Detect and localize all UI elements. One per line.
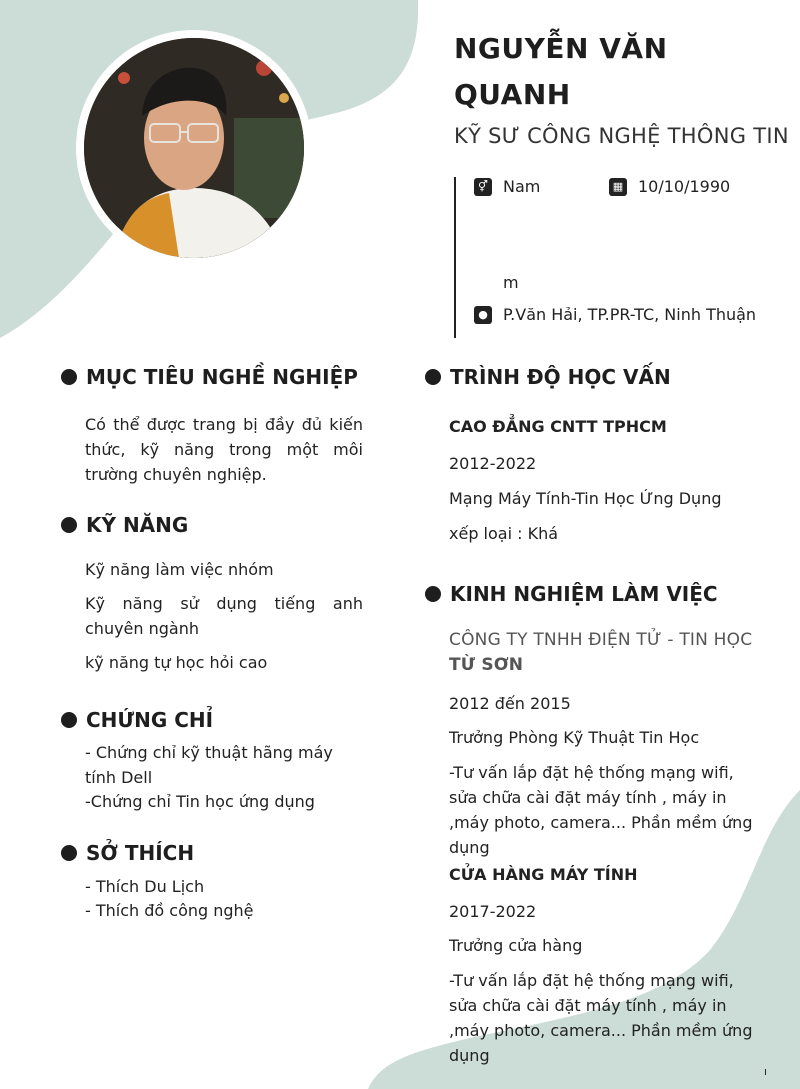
location-pin-icon: ● (474, 306, 492, 324)
career-goal-text: Có thể được trang bị đầy đủ kiến thức, kỹ năng trong một môi trường chuyên nghiệp. (85, 415, 363, 484)
job-role: Trưởng cửa hàng (449, 936, 583, 955)
education-years: 2012-2022 (449, 454, 537, 473)
certificate-item: -Chứng chỉ Tin học ứng dụng (85, 792, 315, 811)
career-goal-heading: MỤC TIÊU NGHỀ NGHIỆP (61, 365, 358, 389)
hobbies-heading: SỞ THÍCH (61, 841, 194, 865)
education-grade: xếp loại : Khá (449, 524, 559, 543)
job-period: 2017-2022 (449, 902, 537, 921)
bullet-dot-icon (425, 586, 441, 602)
job-company: TỪ SƠN (449, 655, 524, 675)
bullet-dot-icon (61, 369, 77, 385)
avatar-frame (76, 30, 312, 266)
calendar-icon: ▦ (609, 178, 627, 196)
job-description: -Tư vấn lắp đặt hệ thống mạng wifi, sửa chữa cài đặt máy tính , máy in ,máy photo, camera... Phần mềm ứng dụng (449, 971, 753, 1065)
avatar (84, 38, 304, 258)
bullet-dot-icon (61, 845, 77, 861)
bullet-dot-icon (425, 369, 441, 385)
certificate-item: - Chứng chỉ kỹ thuật hãng máy tính Dell (85, 743, 333, 787)
footer-mark: ı (764, 1065, 768, 1078)
job-title: KỸ SƯ CÔNG NGHỆ THÔNG TIN (454, 124, 789, 148)
gender-icon: ⚥ (474, 178, 492, 196)
address-info (474, 305, 756, 324)
birthdate-info (609, 177, 730, 196)
bullet-dot-icon (61, 517, 77, 533)
school-name: CAO ĐẲNG CNTT TPHCM (449, 417, 667, 436)
skill-item: Kỹ năng làm việc nhóm (85, 560, 274, 579)
gender-info (474, 177, 540, 196)
job-period: 2012 đến 2015 (449, 694, 571, 713)
job-company: CÔNG TY TNHH ĐIỆN TỬ - TIN HỌC (449, 630, 753, 650)
hobby-item: - Thích Du Lịch (85, 877, 205, 896)
address-value: P.Văn Hải, TP.PR-TC, Ninh Thuận (503, 305, 757, 324)
stray-text: m (503, 273, 519, 292)
skill-item: Kỹ năng sử dụng tiếng anh chuyên ngành (85, 594, 363, 638)
candidate-name: NGUYỄN VĂN QUANH (454, 32, 668, 111)
bullet-dot-icon (61, 712, 77, 728)
education-major: Mạng Máy Tính-Tin Học Ứng Dụng (449, 489, 722, 508)
info-divider (454, 177, 456, 338)
certificates-heading: CHỨNG CHỈ (61, 708, 213, 732)
skill-item: kỹ năng tự học hỏi cao (85, 653, 268, 672)
gender-value: Nam (503, 177, 541, 196)
hobby-item: - Thích đồ công nghệ (85, 901, 254, 920)
job-company: CỬA HÀNG MÁY TÍNH (449, 865, 638, 884)
skills-heading: KỸ NĂNG (61, 513, 188, 537)
experience-heading: KINH NGHIỆM LÀM VIỆC (425, 582, 718, 606)
education-heading: TRÌNH ĐỘ HỌC VẤN (425, 365, 671, 389)
job-description: -Tư vấn lắp đặt hệ thống mạng wifi, sửa chữa cài đặt máy tính , máy in ,máy photo, camera... Phần mềm ứng dụng (449, 763, 753, 857)
job-role: Trưởng Phòng Kỹ Thuật Tin Học (449, 728, 700, 747)
birthdate-value: 10/10/1990 (638, 177, 731, 196)
